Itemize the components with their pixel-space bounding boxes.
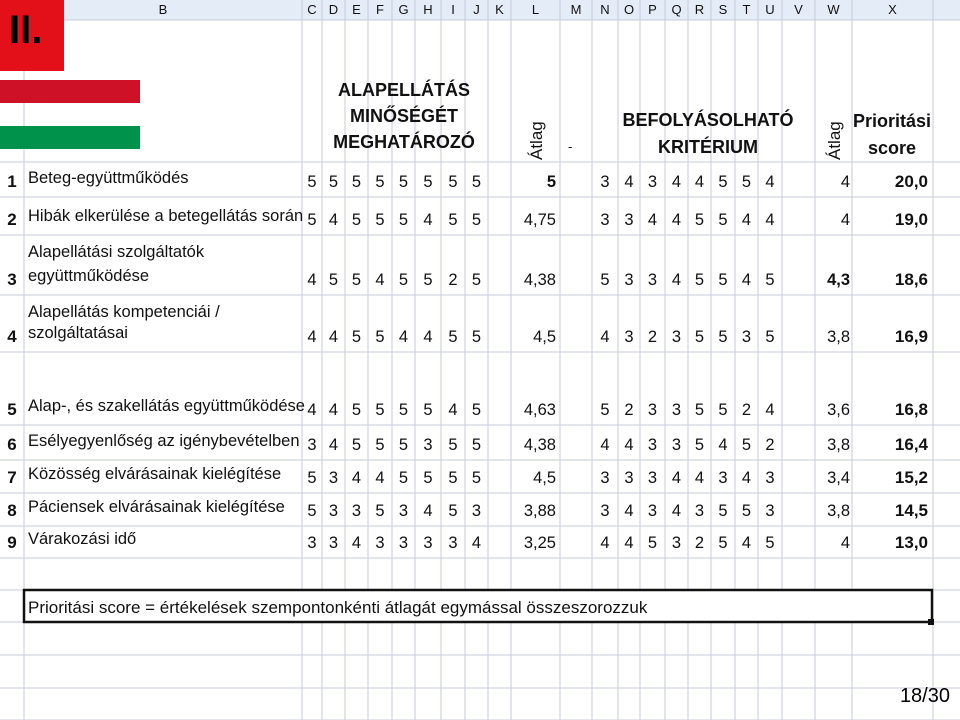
column-header-bg <box>0 0 960 20</box>
score-cell: 18,6 <box>894 270 928 289</box>
score-cell: 16,4 <box>894 435 928 454</box>
row-number: 3 <box>7 270 17 289</box>
rating-cell: 3 <box>647 502 658 520</box>
table-row[interactable] <box>7 530 928 552</box>
rating-cell: 3 <box>671 534 682 552</box>
avg1-cell: 4,5 <box>533 469 556 487</box>
header-group2-line: KRITÉRIUM <box>658 137 758 157</box>
rating-cell: 3 <box>398 502 409 520</box>
table-row[interactable] <box>7 498 928 520</box>
rating-cell: 5 <box>375 328 385 346</box>
rating-cell: 5 <box>398 211 409 229</box>
row-label: Esélyegyenlőség az igénybevételben <box>28 432 300 450</box>
column-header-t[interactable]: T <box>742 2 751 17</box>
rating-cell: 4 <box>765 211 775 229</box>
rating-cell: 3 <box>600 469 610 487</box>
rating-cell: 4 <box>694 469 705 487</box>
rating-cell: 3 <box>741 328 752 346</box>
rating-cell: 3 <box>765 502 775 520</box>
rating-cell: 5 <box>741 436 752 454</box>
table-row[interactable] <box>7 169 928 191</box>
rating-cell: 5 <box>375 502 385 520</box>
rating-cell: 5 <box>600 401 610 419</box>
rating-cell: 3 <box>398 534 409 552</box>
rating-cell: 3 <box>307 436 317 454</box>
column-header-n[interactable]: N <box>600 2 610 17</box>
avg2-cell: 4,3 <box>827 271 850 289</box>
rating-cell: 4 <box>351 469 362 487</box>
rating-cell: 4 <box>307 401 317 419</box>
rating-cell: 3 <box>351 502 362 520</box>
avg1-cell: 5 <box>546 173 556 191</box>
rating-cell: 4 <box>671 502 682 520</box>
rating-cell: 5 <box>423 469 433 487</box>
rating-cell: 3 <box>718 469 728 487</box>
rating-cell: 5 <box>307 469 317 487</box>
rating-cell: 3 <box>423 436 433 454</box>
row-label: Hibák elkerülése a betegellátás során <box>28 207 304 225</box>
row-label: Közösség elvárásainak kielégítése <box>28 465 282 483</box>
score-cell: 14,5 <box>894 501 928 520</box>
rating-cell: 4 <box>671 271 682 289</box>
column-header-l[interactable]: L <box>531 2 540 17</box>
rating-cell: 5 <box>351 401 362 419</box>
rating-cell: 2 <box>624 401 634 419</box>
rating-cell: 5 <box>307 173 317 191</box>
table-row[interactable] <box>7 243 928 289</box>
rating-cell: 4 <box>307 271 317 289</box>
rating-cell: 5 <box>471 173 482 191</box>
rating-cell: 5 <box>718 502 728 520</box>
avg1-cell: 4,38 <box>523 271 556 289</box>
rating-cell: 5 <box>375 211 385 229</box>
avg2-cell: 3,6 <box>827 401 850 419</box>
rating-cell: 2 <box>694 534 705 552</box>
row-number: 7 <box>7 468 17 487</box>
rating-cell: 3 <box>328 502 339 520</box>
rating-cell: 5 <box>448 173 458 191</box>
rating-cell: 3 <box>694 502 705 520</box>
rating-cell: 2 <box>647 328 658 346</box>
row-label: Páciensek elvárásainak kielégítése <box>28 498 285 516</box>
rating-cell: 5 <box>351 271 362 289</box>
row-label: szolgáltatásai <box>28 324 128 342</box>
rating-cell: 3 <box>600 211 610 229</box>
row-number: 5 <box>7 400 17 419</box>
rating-cell: 4 <box>741 271 752 289</box>
table-row[interactable] <box>7 465 928 487</box>
rating-cell: 4 <box>671 469 682 487</box>
row-label: Várakozási idő <box>28 530 137 548</box>
rating-cell: 5 <box>694 328 705 346</box>
rating-cell: 3 <box>328 469 339 487</box>
rating-cell: 5 <box>765 271 775 289</box>
header-group1-line: MINŐSÉGÉT <box>349 106 459 126</box>
rating-cell: 5 <box>448 328 458 346</box>
rating-cell: 4 <box>328 401 339 419</box>
rating-cell: 5 <box>448 211 458 229</box>
table-row[interactable] <box>7 397 928 419</box>
rating-cell: 5 <box>448 436 458 454</box>
rating-cell: 5 <box>471 328 482 346</box>
rating-cell: 5 <box>307 502 317 520</box>
rating-cell: 3 <box>624 271 634 289</box>
avg2-cell: 4 <box>840 173 850 191</box>
rating-cell: 3 <box>671 436 682 454</box>
table-header <box>333 79 931 160</box>
rating-cell: 3 <box>647 173 658 191</box>
header-avg2: Átlag <box>825 121 844 160</box>
table-row[interactable] <box>7 432 928 454</box>
rating-cell: 3 <box>765 469 775 487</box>
rating-cell: 5 <box>694 436 705 454</box>
rating-cell: 4 <box>448 401 458 419</box>
rating-cell: 4 <box>375 271 385 289</box>
rating-cell: 3 <box>423 534 433 552</box>
section-badge-label: II. <box>9 8 43 52</box>
column-header-r[interactable]: R <box>694 2 705 17</box>
rating-cell: 3 <box>647 436 658 454</box>
rating-cell: 5 <box>423 271 433 289</box>
rating-cell: 4 <box>328 328 339 346</box>
rating-cell: 4 <box>765 173 775 191</box>
column-header-u[interactable]: U <box>765 2 775 17</box>
score-cell: 16,9 <box>894 327 928 346</box>
column-header-s[interactable]: S <box>718 2 728 17</box>
avg1-cell: 3,88 <box>523 502 556 520</box>
rating-cell: 4 <box>600 534 610 552</box>
table-row[interactable] <box>7 207 928 229</box>
avg2-cell: 3,8 <box>827 328 850 346</box>
rating-cell: 5 <box>471 469 482 487</box>
rating-cell: 5 <box>351 436 362 454</box>
rating-cell: 5 <box>398 401 409 419</box>
rating-cell: 5 <box>351 211 362 229</box>
rating-cell: 5 <box>328 271 339 289</box>
column-header-j[interactable]: J <box>473 2 480 17</box>
column-header-m[interactable]: M <box>570 2 582 17</box>
column-header-g[interactable]: G <box>398 2 409 17</box>
rating-cell: 4 <box>624 502 634 520</box>
avg2-cell: 3,4 <box>827 469 850 487</box>
rating-cell: 5 <box>398 173 409 191</box>
flag-green-stripe <box>0 126 140 149</box>
header-avg1: Átlag <box>527 121 546 160</box>
row-label: Alapellátás kompetenciái / <box>28 303 220 321</box>
rating-cell: 4 <box>624 534 634 552</box>
rating-cell: 4 <box>624 173 634 191</box>
rating-cell: 3 <box>600 173 610 191</box>
table-body <box>7 169 928 552</box>
rating-cell: 4 <box>741 211 752 229</box>
row-number: 4 <box>7 327 17 346</box>
rating-cell: 5 <box>741 173 752 191</box>
rating-cell: 3 <box>647 271 658 289</box>
rating-cell: 5 <box>765 534 775 552</box>
column-header-v[interactable]: V <box>794 2 803 17</box>
column-header-d[interactable]: D <box>328 2 339 17</box>
rating-cell: 4 <box>423 502 433 520</box>
row-label: együttműködése <box>28 267 150 285</box>
column-header-w[interactable]: W <box>827 2 840 17</box>
rating-cell: 5 <box>448 502 458 520</box>
rating-cell: 4 <box>307 328 317 346</box>
column-header-b[interactable]: B <box>158 2 168 17</box>
column-header-o[interactable]: O <box>623 2 635 17</box>
rating-cell: 4 <box>375 469 385 487</box>
rating-cell: 5 <box>694 211 705 229</box>
rating-cell: 5 <box>694 271 705 289</box>
rating-cell: 4 <box>328 211 339 229</box>
rating-cell: 3 <box>624 469 634 487</box>
rating-cell: 2 <box>765 436 775 454</box>
column-header-i[interactable]: I <box>451 2 455 17</box>
rating-cell: 3 <box>307 534 317 552</box>
header-dash: - <box>568 139 573 154</box>
header-score-line: Prioritási <box>852 111 932 131</box>
rating-cell: 3 <box>671 401 682 419</box>
rating-cell: 5 <box>741 502 752 520</box>
formula-box <box>24 590 934 625</box>
rating-cell: 4 <box>647 211 658 229</box>
header-group1-line: MEGHATÁROZÓ <box>333 132 475 152</box>
rating-cell: 2 <box>741 401 752 419</box>
rating-cell: 4 <box>718 436 728 454</box>
rating-cell: 4 <box>351 534 362 552</box>
rating-cell: 3 <box>624 328 634 346</box>
flag-red-stripe <box>0 80 140 103</box>
score-cell: 19,0 <box>894 210 928 229</box>
header-group1-line: ALAPELLÁTÁS <box>338 80 470 100</box>
column-header-e[interactable]: E <box>352 2 361 17</box>
rating-cell: 5 <box>718 211 728 229</box>
rating-cell: 4 <box>741 469 752 487</box>
rating-cell: 5 <box>423 173 433 191</box>
fill-handle[interactable] <box>928 619 934 625</box>
row-label: Alap-, és szakellátás együttműködése <box>28 397 305 415</box>
rating-cell: 4 <box>423 211 433 229</box>
avg1-cell: 3,25 <box>523 534 556 552</box>
header-score-line: score <box>867 138 917 158</box>
rating-cell: 5 <box>351 328 362 346</box>
avg2-cell: 4 <box>840 534 850 552</box>
column-header-c[interactable]: C <box>307 2 317 17</box>
row-number: 8 <box>7 501 17 520</box>
column-header-f[interactable]: F <box>376 2 384 17</box>
score-cell: 15,2 <box>894 468 928 487</box>
rating-cell: 5 <box>471 211 482 229</box>
score-cell: 16,8 <box>894 400 928 419</box>
rating-cell: 5 <box>718 173 728 191</box>
row-number: 1 <box>7 172 17 191</box>
rating-cell: 3 <box>328 534 339 552</box>
row-label: Alapellátási szolgáltatók <box>28 243 205 261</box>
rating-cell: 5 <box>718 271 728 289</box>
avg1-cell: 4,5 <box>533 328 556 346</box>
row-number: 6 <box>7 435 17 454</box>
rating-cell: 5 <box>398 469 409 487</box>
rating-cell: 3 <box>375 534 385 552</box>
rating-cell: 5 <box>375 173 385 191</box>
rating-cell: 5 <box>694 401 705 419</box>
slide-number: 18/30 <box>899 685 950 707</box>
avg1-cell: 4,63 <box>523 401 556 419</box>
avg2-cell: 3,8 <box>827 436 850 454</box>
rating-cell: 4 <box>671 173 682 191</box>
rating-cell: 5 <box>600 271 610 289</box>
formula-text: Prioritási score = értékelések szempontonkénti átlagát egymással összeszorozzuk <box>28 598 648 617</box>
column-header-x[interactable]: X <box>888 2 897 17</box>
rating-cell: 4 <box>671 211 682 229</box>
rating-cell: 5 <box>307 211 317 229</box>
rating-cell: 4 <box>600 328 610 346</box>
rating-cell: 4 <box>624 436 634 454</box>
rating-cell: 5 <box>718 534 728 552</box>
rating-cell: 5 <box>718 401 728 419</box>
rating-cell: 3 <box>671 328 682 346</box>
rating-cell: 5 <box>647 534 658 552</box>
rating-cell: 3 <box>647 469 658 487</box>
rating-cell: 3 <box>647 401 658 419</box>
rating-cell: 4 <box>471 534 482 552</box>
avg1-cell: 4,75 <box>523 211 556 229</box>
rating-cell: 4 <box>600 436 610 454</box>
rating-cell: 5 <box>471 271 482 289</box>
rating-cell: 5 <box>398 436 409 454</box>
row-number: 9 <box>7 533 17 552</box>
rating-cell: 5 <box>471 436 482 454</box>
rating-cell: 2 <box>448 271 458 289</box>
rating-cell: 4 <box>765 401 775 419</box>
rating-cell: 5 <box>448 469 458 487</box>
column-header-k[interactable]: K <box>495 2 504 17</box>
rating-cell: 4 <box>741 534 752 552</box>
rating-cell: 3 <box>471 502 482 520</box>
rating-cell: 5 <box>351 173 362 191</box>
table-row[interactable] <box>7 303 928 346</box>
avg2-cell: 3,8 <box>827 502 850 520</box>
rating-cell: 5 <box>423 401 433 419</box>
rating-cell: 5 <box>471 401 482 419</box>
column-header-row <box>0 0 960 20</box>
rating-cell: 5 <box>328 173 339 191</box>
column-header-p[interactable]: P <box>648 2 657 17</box>
rating-cell: 4 <box>398 328 409 346</box>
rating-cell: 4 <box>328 436 339 454</box>
section-badge <box>0 0 64 71</box>
rating-cell: 4 <box>694 173 705 191</box>
rating-cell: 3 <box>624 211 634 229</box>
score-cell: 13,0 <box>894 533 928 552</box>
column-header-h[interactable]: H <box>423 2 433 17</box>
rating-cell: 4 <box>423 328 433 346</box>
rating-cell: 5 <box>375 436 385 454</box>
column-header-q[interactable]: Q <box>671 2 682 17</box>
header-group2-line: BEFOLYÁSOLHATÓ <box>622 110 794 130</box>
avg2-cell: 4 <box>840 211 850 229</box>
rating-cell: 5 <box>765 328 775 346</box>
rating-cell: 3 <box>448 534 458 552</box>
row-label: Beteg-együttműködés <box>28 169 189 187</box>
rating-cell: 3 <box>600 502 610 520</box>
rating-cell: 5 <box>718 328 728 346</box>
score-cell: 20,0 <box>894 172 928 191</box>
rating-cell: 5 <box>398 271 409 289</box>
row-number: 2 <box>7 210 17 229</box>
rating-cell: 5 <box>375 401 385 419</box>
avg1-cell: 4,38 <box>523 436 556 454</box>
